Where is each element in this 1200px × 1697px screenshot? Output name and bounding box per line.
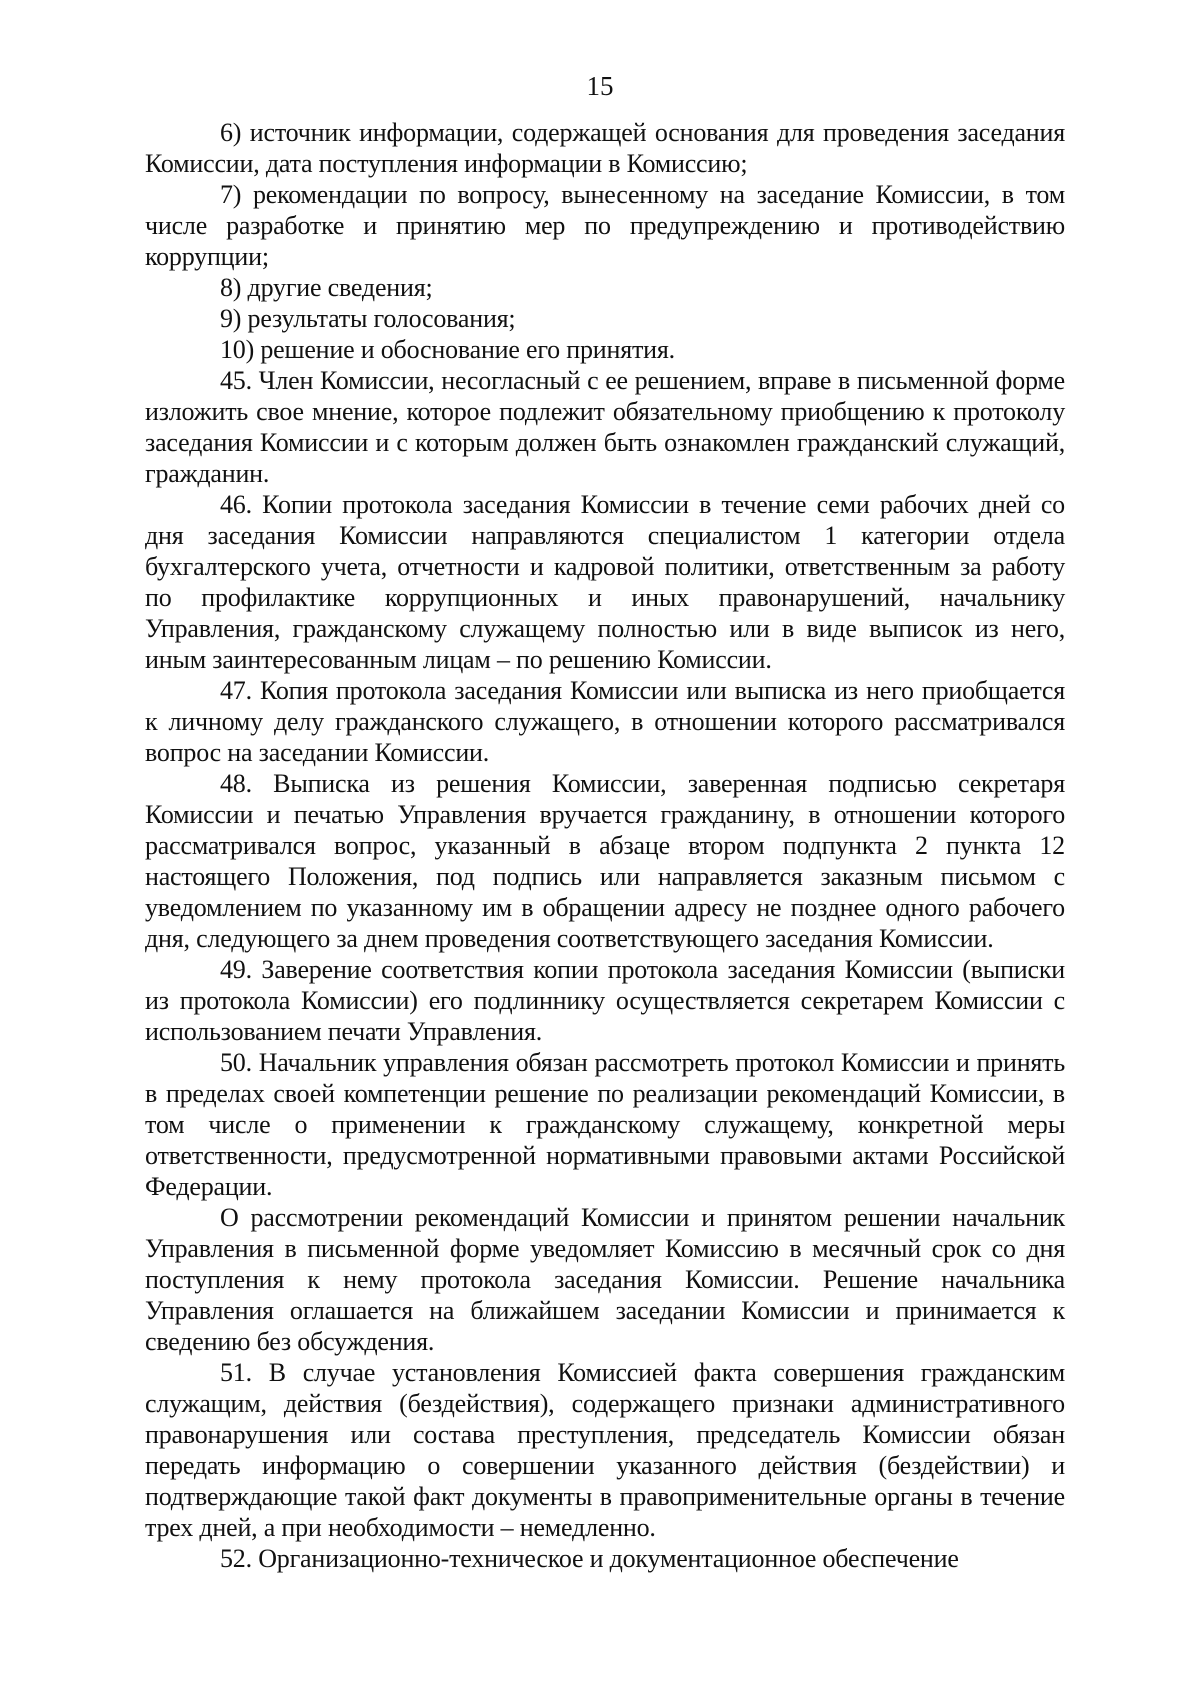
paragraph: 47. Копия протокола заседания Комиссии или выписка из него приобщается к личному делу гражданского служащего, в отношении которого рассматривался вопрос на заседании Комиссии. xyxy=(145,676,1065,767)
paragraph: 50. Начальник управления обязан рассмотреть протокол Комиссии и принять в пределах своей компетенции решение по реализации рекомендаций Комиссии, в том числе о применении к гражданскому служащему, конкретной меры ответственности, предусмотренной нормативными правовыми актами Российской Федерации. xyxy=(145,1048,1065,1201)
document-body xyxy=(145,117,1065,1574)
paragraph: 52. Организационно-техническое и документационное обеспечение xyxy=(220,1544,959,1573)
paragraph: 8) другие сведения; xyxy=(220,273,433,302)
paragraph: 9) результаты голосования; xyxy=(220,304,516,333)
paragraph: 51. В случае установления Комиссией факта совершения гражданским служащим, действия (бездействия), содержащего признаки административного правонарушения или состава преступления, председатель Комиссии обязан передать информацию о совершении указанного действия (бездействии) и подтверждающие такой факт документы в правоприменительные органы в течение трех дней, а при необходимости – немедленно. xyxy=(145,1358,1065,1542)
page-number: 15 xyxy=(586,71,614,101)
paragraph: 45. Член Комиссии, несогласный с ее решением, вправе в письменной форме изложить свое мнение, которое подлежит обязательному приобщению к протоколу заседания Комиссии и с которым должен быть ознакомлен гражданский служащий, гражданин. xyxy=(145,366,1065,488)
paragraph: 46. Копии протокола заседания Комиссии в течение семи рабочих дней со дня заседания Комиссии направляются специалистом 1 категории отдела бухгалтерского учета, отчетности и кадровой политики, ответственным за работу по профилактике коррупционных и иных правонарушений, начальнику Управления, гражданскому служащему полностью или в виде выписок из него, иным заинтересованным лицам – по решению Комиссии. xyxy=(145,490,1065,674)
paragraph: 10) решение и обоснование его принятия. xyxy=(220,335,675,364)
paragraph: 7) рекомендации по вопросу, вынесенному на заседание Комиссии, в том числе разработке и принятию мер по предупреждению и противодействию коррупции; xyxy=(145,180,1065,271)
paragraph: 6) источник информации, содержащей основания для проведения заседания Комиссии, дата поступления информации в Комиссию; xyxy=(145,118,1065,178)
paragraph: 48. Выписка из решения Комиссии, заверенная подписью секретаря Комиссии и печатью Управления вручается гражданину, в отношении которого рассматривался вопрос, указанный в абзаце втором подпункта 2 пункта 12 настоящего Положения, под подпись или направляется заказным письмом с уведомлением по указанному им в обращении адресу не позднее одного рабочего дня, следующего за днем проведения соответствующего заседания Комиссии. xyxy=(145,769,1065,953)
paragraph: 49. Заверение соответствия копии протокола заседания Комиссии (выписки из протокола Комиссии) его подлиннику осуществляется секретарем Комиссии с использованием печати Управления. xyxy=(145,955,1065,1046)
paragraph: О рассмотрении рекомендаций Комиссии и принятом решении начальник Управления в письменной форме уведомляет Комиссию в месячный срок со дня поступления к нему протокола заседания Комиссии. Решение начальника Управления оглашается на ближайшем заседании Комиссии и принимается к сведению без обсуждения. xyxy=(145,1203,1065,1356)
